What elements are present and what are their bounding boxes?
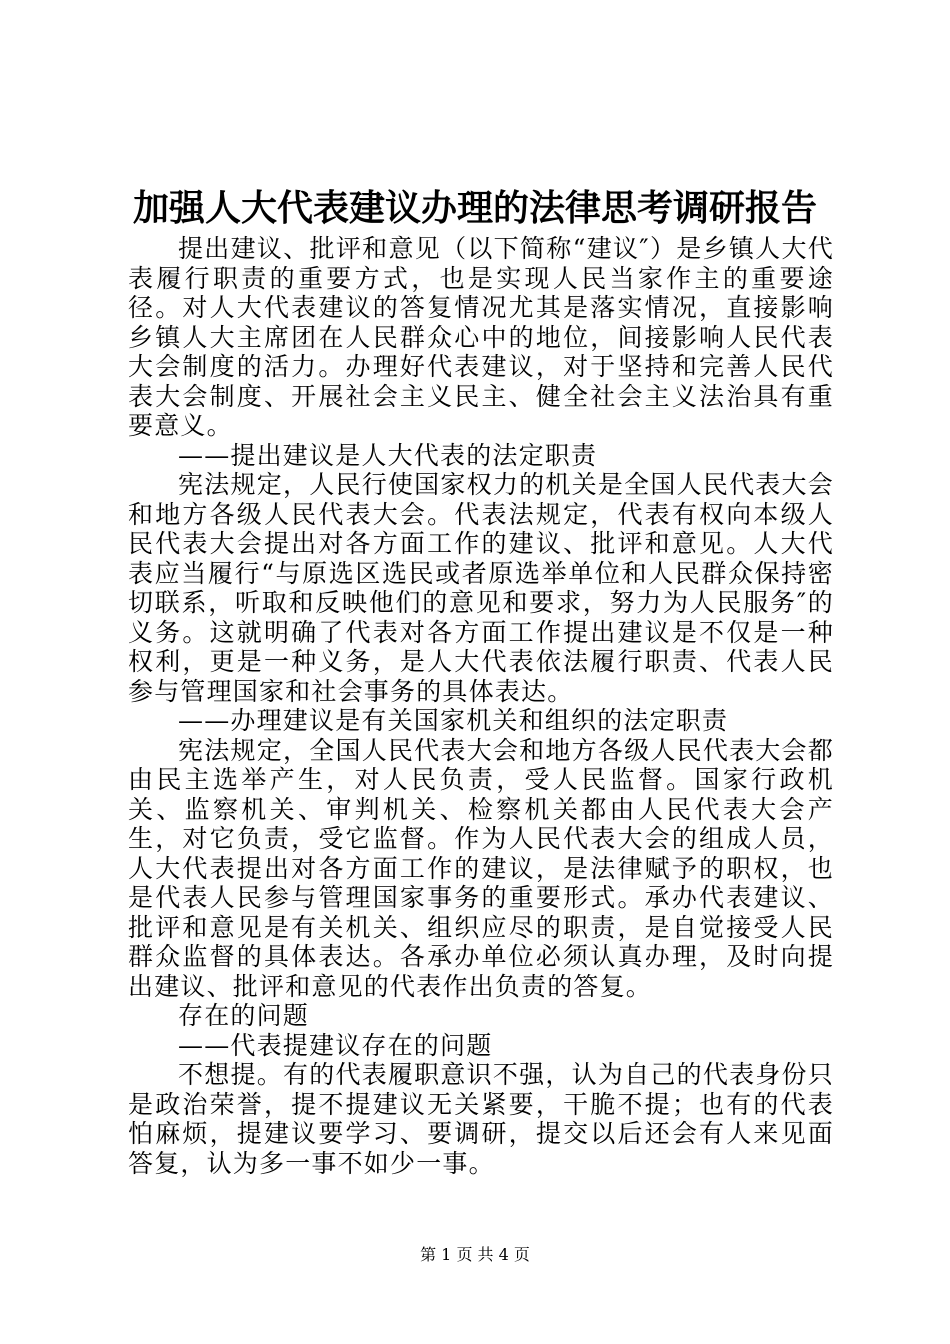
page-footer: 第 1 页 共 4 页	[420, 1245, 530, 1264]
document-body	[128, 234, 834, 1178]
paragraph-constitution-organs: 宪法规定，全国人民代表大会和地方各级人民代表大会都由民主选举产生，对人民负责，受人民监督。国家行政机关、监察机关、审判机关、检察机关都由人民代表大会产生，对它负责，受它监督。作为人民代表大会的组成人员，人大代表提出对各方面工作的建议，是法律赋予的职权，也是代表人民参与管理国家事务的重要形式。承办代表建议、批评和意见是有关机关、组织应尽的职责，是自觉接受人民群众监督的具体表达。各承办单位必须认真办理，及时向提出建议、批评和意见的代表作出负责的答复。	[128, 735, 834, 1001]
subheading-proposal-problems: ——代表提建议存在的问题	[178, 1030, 493, 1060]
subheading-duty-of-organs: ——办理建议是有关国家机关和组织的法定职责	[178, 706, 729, 735]
subheading-duty-of-deputies: ——提出建议是人大代表的法定职责	[178, 440, 598, 470]
document-title: 加强人大代表建议办理的法律思考调研报告	[132, 187, 817, 229]
subheading-existing-problems: 存在的问题	[178, 1001, 310, 1030]
paragraph-intro: 提出建议、批评和意见（以下简称“建议″）是乡镇人大代表履行职责的重要方式，也是实现人民当家作主的重要途径。对人大代表建议的答复情况尤其是落实情况，直接影响乡镇人大主席团在人民群众心中的地位，间接影响人民代表大会制度的活力。办理好代表建议，对于坚持和完善人民代表大会制度、开展社会主义民主、健全社会主义法治具有重要意义。	[128, 234, 834, 440]
paragraph-constitution-deputies: 宪法规定，人民行使国家权力的机关是全国人民代表大会和地方各级人民代表大会。代表法规定，代表有权向本级人民代表大会提出对各方面工作的建议、批评和意见。人大代表应当履行“与原选区选民或者原选举单位和人民群众保持密切联系，听取和反映他们的意见和要求，努力为人民服务″的义务。这就明确了代表对各方面工作提出建议是不仅是一种权利，更是一种义务，是人大代表依法履行职责、代表人民参与管理国家和社会事务的具体表达。	[128, 470, 834, 706]
paragraph-not-willing: 不想提。有的代表履职意识不强，认为自己的代表身份只是政治荣誉，提不提建议无关紧要，干脆不提；也有的代表怕麻烦，提建议要学习、要调研，提交以后还会有人来见面答复，认为多一事不如少一事。	[128, 1060, 834, 1178]
